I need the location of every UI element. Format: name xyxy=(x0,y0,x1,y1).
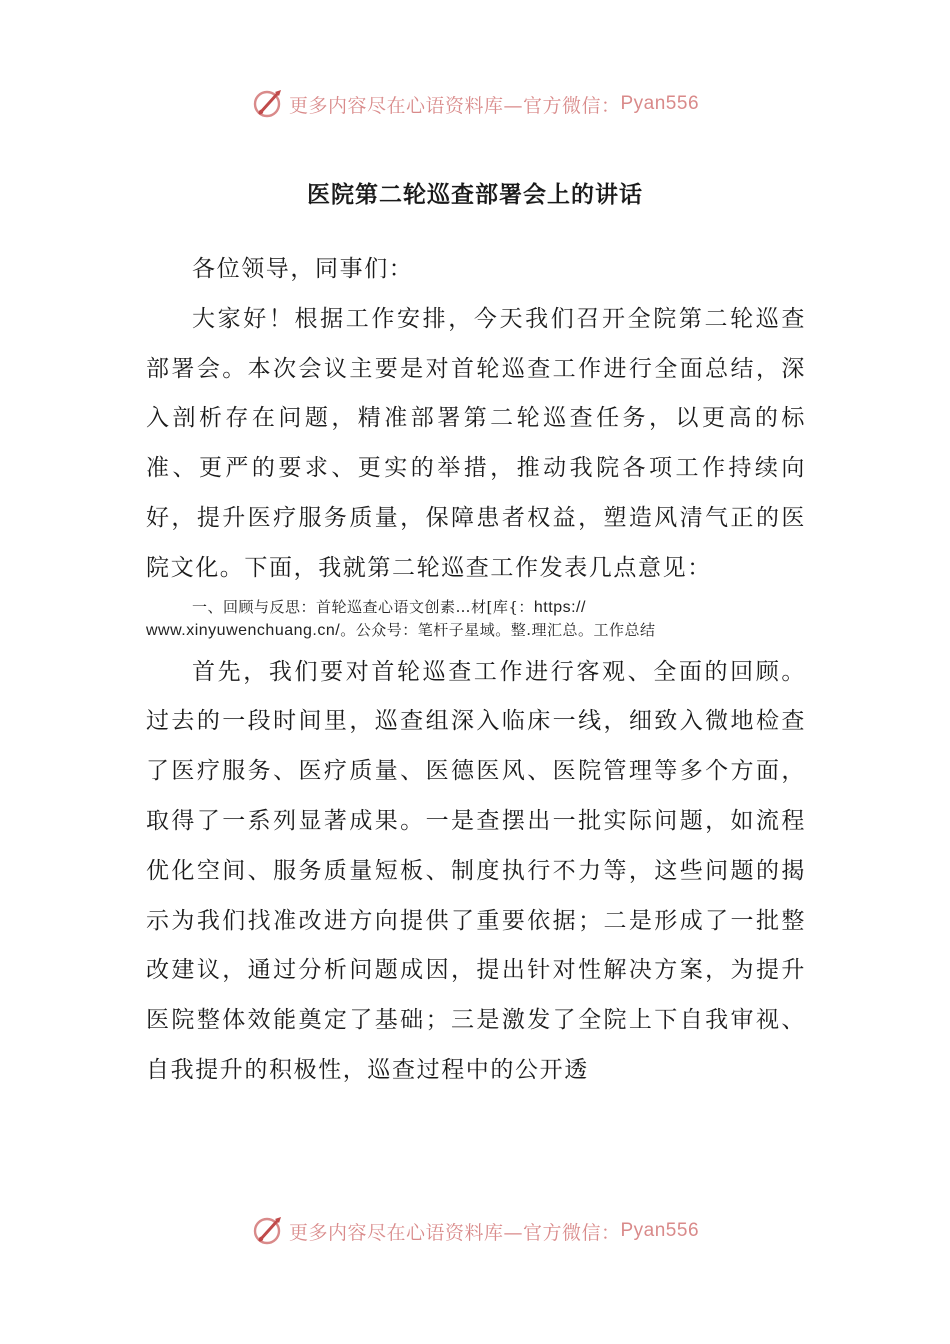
paragraph-intro: 大家好！根据工作安排，今天我们召开全院第二轮巡查部署会。本次会议主要是对首轮巡查工作进行全面总结，深入剖析存在问题，精准部署第二轮巡查任务，以更高的标准、更严的要求、更实的举措，推动我院各项工作持续向好，提升医疗服务质量，保障患者权益，塑造风清气正的医院文化。下面，我就第二轮巡查工作发表几点意见： xyxy=(146,305,806,581)
watermark-text: 更多内容尽在心语资料库—官方微信： xyxy=(288,1221,621,1244)
document-title: 医院第二轮巡查部署会上的讲话 xyxy=(307,181,643,208)
salutation: 各位领导，同事们： xyxy=(192,256,414,282)
watermark-footer xyxy=(0,1211,950,1251)
source-url-part1: https:// xyxy=(533,598,586,616)
section-heading: 一、回顾与反思：首轮巡查心语文创素…材[库{： xyxy=(192,597,534,616)
watermark-text: 更多内容尽在心语资料库—官方微信： xyxy=(288,94,621,117)
document-body xyxy=(146,245,806,1096)
section-heading-note xyxy=(146,596,806,642)
paragraph-review: 首先，我们要对首轮巡查工作进行客观、全面的回顾。过去的一段时间里，巡查组深入临床一线，细致入微地检查了医疗服务、医疗质量、医德医风、医院管理等多个方面，取得了一系列显著成果。一是查摆出一批实际问题，如流程优化空间、服务质量短板、制度执行不力等，这些问题的揭示为我们找准改进方向提供了重要依据；二是形成了一批整改建议，通过分析问题成因，提出针对性解决方案，为提升医院整体效能奠定了基础；三是激发了全院上下自我审视、自我提升的积极性，巡查过程中的公开透 xyxy=(146,658,806,1083)
watermark-wechat-id: Pyan556 xyxy=(620,93,700,114)
pen-logo-icon xyxy=(251,1214,285,1248)
source-url-part2: www.xinyuwenchuang.cn/ xyxy=(146,621,341,639)
source-note: 。公众号：笔杆子星域。整.理汇总。工作总结 xyxy=(340,620,656,639)
watermark-wechat-id: Pyan556 xyxy=(620,1220,700,1241)
watermark-header xyxy=(0,84,950,124)
pen-logo-icon xyxy=(251,87,285,121)
